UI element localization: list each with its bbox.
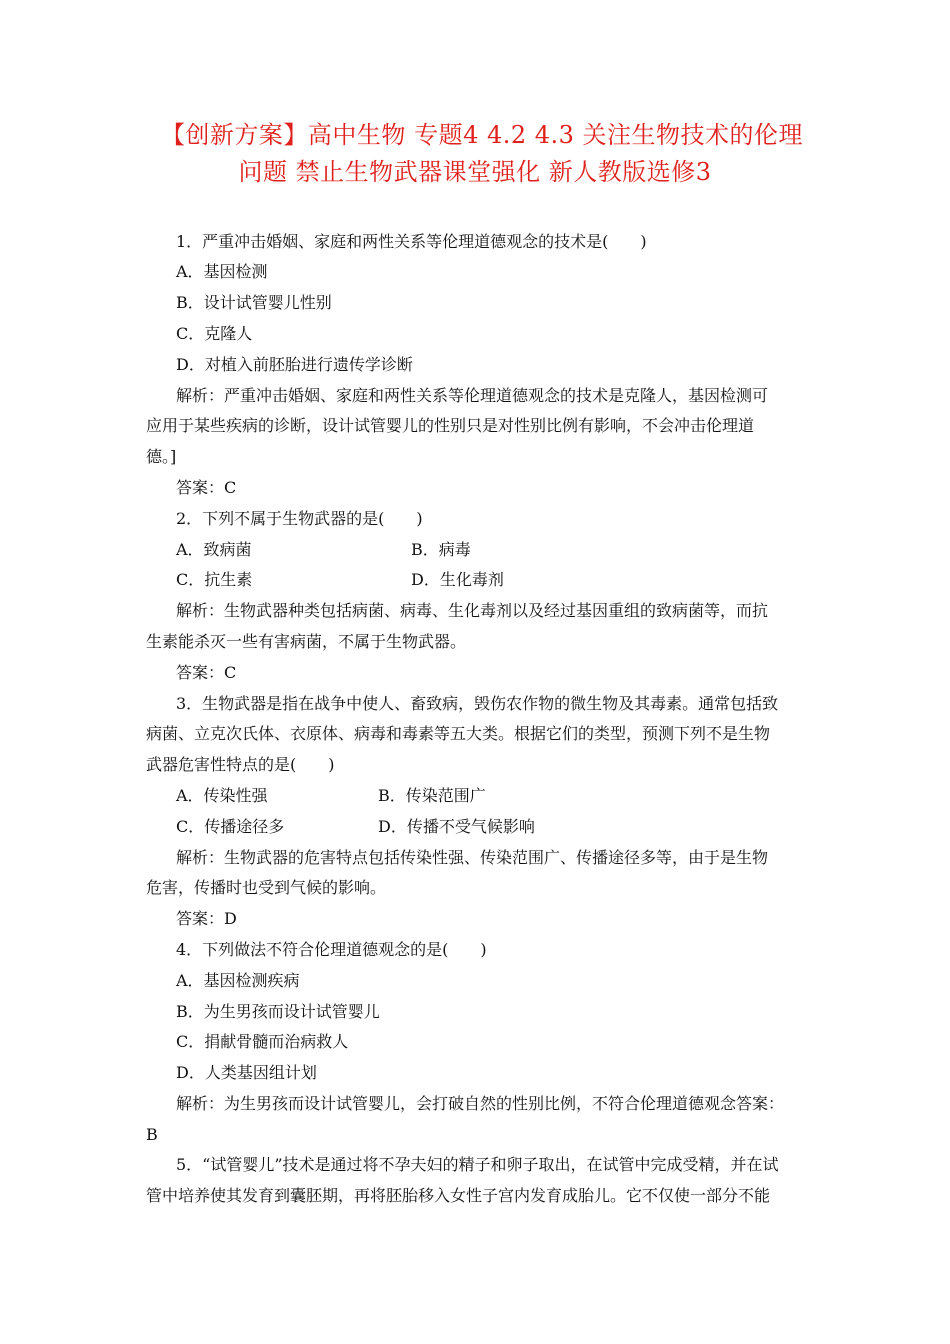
q2-option-b: B．病毒 <box>411 540 471 559</box>
document-title-line-1: 【创新方案】高中生物 专题4 4.2 4.3 关注生物技术的伦理 <box>160 121 804 149</box>
q2-analysis-line-2: 生素能杀灭一些有害病菌，不属于生物武器。 <box>146 632 467 651</box>
q1-answer: 答案：C <box>176 478 237 497</box>
q1-analysis-line-3: 德。] <box>146 447 177 466</box>
q4-analysis-line-2: B <box>146 1125 158 1144</box>
q4-analysis-line-1: 解析：为生男孩而设计试管婴儿，会打破自然的性别比例，不符合伦理道德观念答案： <box>176 1094 785 1113</box>
q4-option-a: A．基因检测疾病 <box>176 971 300 990</box>
q1-option-c: C．克隆人 <box>176 324 253 343</box>
q3-option-b: B．传染范围广 <box>378 786 486 805</box>
q2-answer: 答案：C <box>176 663 237 682</box>
q3-stem-line-3: 武器危害性特点的是( ) <box>146 755 335 774</box>
q2-option-c: C．抗生素 <box>176 570 253 589</box>
q2-option-a: A．致病菌 <box>176 540 252 559</box>
document-title-line-2: 问题 禁止生物武器课堂强化 新人教版选修3 <box>238 158 712 186</box>
q2-option-d: D．生化毒剂 <box>411 570 504 589</box>
q1-analysis-line-2: 应用于某些疾病的诊断，设计试管婴儿的性别只是对性别比例有影响，不会冲击伦理道 <box>146 416 755 435</box>
q4-option-c: C．捐献骨髓而治病救人 <box>176 1032 349 1051</box>
q3-option-a: A．传染性强 <box>176 786 268 805</box>
q3-stem-line-1: 3．生物武器是指在战争中使人、畜致病，毁伤农作物的微生物及其毒素。通常包括致 <box>176 694 779 713</box>
q1-option-d: D．对植入前胚胎进行遗传学诊断 <box>176 355 413 374</box>
q1-stem: 1．严重冲击婚姻、家庭和两性关系等伦理道德观念的技术是( ) <box>176 232 647 251</box>
q1-option-b: B．设计试管婴儿性别 <box>176 293 332 312</box>
q3-analysis-line-1: 解析：生物武器的危害特点包括传染性强、传染范围广、传播途径多等，由于是生物 <box>176 848 769 867</box>
q3-stem-line-2: 病菌、立克次氏体、衣原体、病毒和毒素等五大类。根据它们的类型，预测下列不是生物 <box>146 724 771 743</box>
q3-answer: 答案：D <box>176 909 237 928</box>
q2-stem: 2．下列不属于生物武器的是( ) <box>176 509 423 528</box>
q1-option-a: A．基因检测 <box>176 262 268 281</box>
q3-analysis-line-2: 危害，传播时也受到气候的影响。 <box>146 878 387 897</box>
q5-stem-line-2: 管中培养使其发育到囊胚期，再将胚胎移入女性子宫内发育成胎儿。它不仅使一部分不能 <box>146 1186 771 1205</box>
q4-option-b: B．为生男孩而设计试管婴儿 <box>176 1002 380 1021</box>
q4-option-d: D．人类基因组计划 <box>176 1063 317 1082</box>
q2-analysis-line-1: 解析：生物武器种类包括病菌、病毒、生化毒剂以及经过基因重组的致病菌等，而抗 <box>176 601 769 620</box>
q4-stem: 4．下列做法不符合伦理道德观念的是( ) <box>176 940 487 959</box>
q3-option-c: C．传播途径多 <box>176 817 285 836</box>
q3-option-d: D．传播不受气候影响 <box>378 817 535 836</box>
q1-analysis-line-1: 解析：严重冲击婚姻、家庭和两性关系等伦理道德观念的技术是克隆人，基因检测可 <box>176 386 769 405</box>
q5-stem-line-1: 5．“试管婴儿”技术是通过将不孕夫妇的精子和卵子取出，在试管中完成受精，并在试 <box>176 1155 779 1174</box>
